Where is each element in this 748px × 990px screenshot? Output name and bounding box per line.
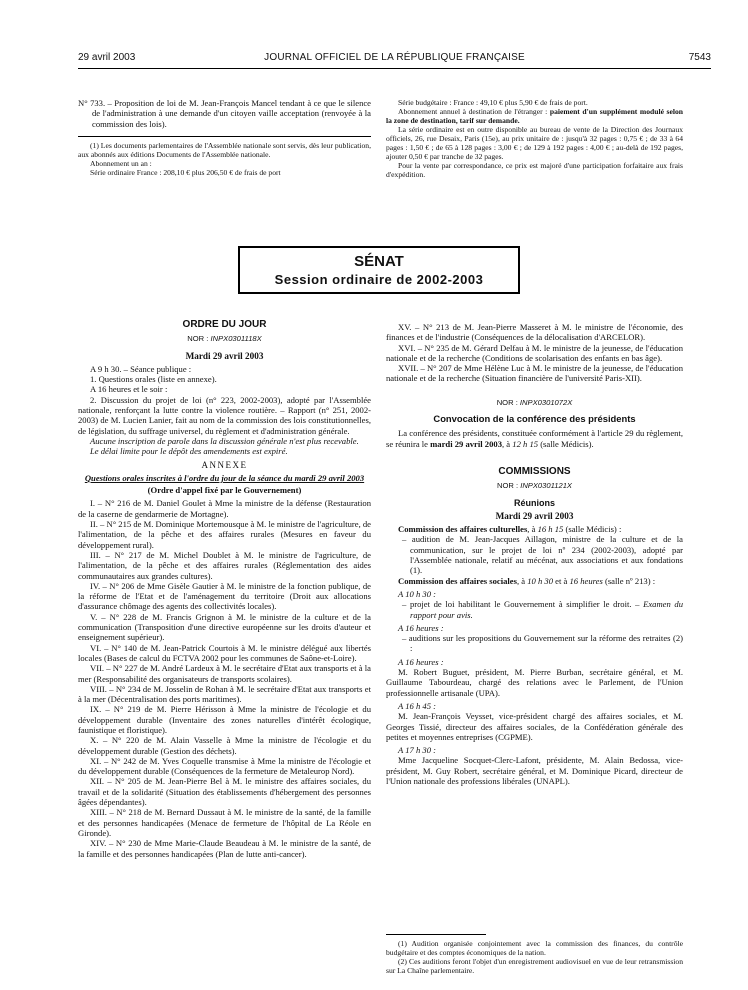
question-item: VI. – N° 140 de M. Jean-Patrick Courtois à M. le ministre délégué aux libertés locales (Bases de calcul du FCTVA 2002 pour les communes de Saône-et-Loire). — [78, 642, 371, 663]
top-left-column — [78, 98, 371, 177]
ordre-line: A 16 heures et le soir : — [90, 384, 168, 395]
question-item: XV. – N° 213 de M. Jean-Pierre Masseret à M. le ministre de l'économie, des finances et de l'industrie (Conséquences de la délocalisation d'ARCELOR). — [386, 322, 683, 343]
time-1730: A 17 h 30 : — [398, 745, 437, 756]
doc-note: (1) Les documents parlementaires de l'Assemblée nationale sont servis, dès leur publication, aux abonnés aux éditions Documents de l'Assemblée nationale. — [78, 140, 371, 159]
item1-examen: Examen du rapport pour avis. — [410, 599, 684, 620]
audition-cgpme: M. Jean-François Veysset, vice-président chargé des affaires sociales, et M. Georges Tissié, directeur des affaires sociales, de la Confédération générale des petites et moyennes entreprises (CGPME). — [386, 711, 683, 742]
questions-list-continued — [386, 322, 683, 384]
convocation-heading: Convocation de la conférence des présidents — [433, 413, 636, 425]
question-item: IX. – N° 219 de M. Pierre Hérisson à Mme la ministre de l'écologie et du développement durable (Inventaire des zones naturelles d'intérêt écologique, faunistique et floristique). — [78, 704, 371, 735]
ordre-line: Le délai limite pour le dépôt des amendements est expiré. — [90, 446, 288, 457]
nor-label: NOR : — [496, 397, 520, 407]
soc-time2: 16 heures — [569, 575, 603, 586]
commission-sociale — [386, 576, 683, 586]
convocation-text-a: La conférence des présidents, constituée conformément à l'article 29 du règlement, se réunira le — [386, 428, 683, 449]
cult-room: (salle Médicis) : — [563, 524, 622, 535]
question-item: V. – N° 228 de M. Francis Grignon à M. le ministre de la culture et de la communication (Transposition d'une directive européenne sur les droits d'auteur et enseignement supérieur). — [78, 611, 371, 643]
question-item: XI. – N° 242 de M. Yves Coquelle transmise à Mme la ministre de l'écologie et du développement durable (Conséquences de la fermeture de Metaleurop Nord). — [78, 755, 371, 777]
question-item: VII. – N° 227 de M. André Lardeux à M. le secrétaire d'Etat aux transports et à la mer (Responsabilité des organisateurs de transports scolaires). — [78, 663, 371, 684]
journal-title: JOURNAL OFFICIEL DE LA RÉPUBLIQUE FRANÇAISE — [264, 52, 525, 63]
nor-code: INPX0301072X — [519, 397, 573, 407]
serie-ordinaire-price: Série ordinaire France : 208,10 € plus 206,50 € de frais de port — [90, 167, 281, 177]
abonnement-etranger-text: Abonnement annuel à destination de l'étranger : — [398, 107, 550, 116]
cult-sep: , à — [527, 524, 538, 535]
audition-unapl: Mme Jacqueline Socquet-Clerc-Lafont, présidente, M. Alain Bedossa, vice-président, M. Guy Robert, secrétaire général, et M. Dominique Picard, directeur de l'Union nationale des professions libérales (UNAPL). — [386, 755, 683, 786]
convocation-text-e: (salle Médicis). — [538, 438, 594, 449]
soc-room: (salle nº 213) : — [602, 575, 656, 586]
question-item: VIII. – N° 234 de M. Josselin de Rohan à M. le secrétaire d'Etat aux transports et à la mer (Décentralisation des ports maritimes). — [78, 683, 371, 705]
ordre-heading: ORDRE DU JOUR — [182, 319, 267, 330]
time-1030: A 10 h 30 : — [398, 588, 437, 599]
convocation-nor — [386, 398, 683, 408]
footnote-rule — [386, 934, 486, 935]
question-item: I. – N° 216 de M. Daniel Goulet à Mme la ministre de la défense (Restauration de la caserne de gendarmerie de Mortagne). — [78, 498, 371, 519]
ordre-line: A 9 h 30. – Séance publique : — [90, 363, 192, 374]
senat-banner — [238, 246, 520, 294]
questions-title: Questions orales inscrites à l'ordre du jour de la séance du mardi 29 avril 2003 — [84, 472, 365, 483]
convocation-date: mardi 29 avril 2003 — [430, 438, 502, 449]
right-lower-column — [386, 322, 683, 786]
question-item: XVII. – N° 207 de Mme Hélène Luc à M. le ministre de la jeunesse, de l'éducation nationale et de la recherche (Situation financière de l'université Paris-XII). — [386, 363, 683, 384]
abonnement-etranger — [386, 107, 683, 125]
question-item: III. – N° 217 de M. Michel Doublet à M. le ministre de l'agriculture, de l'alimentation, de la pêche et des affaires rurales (Réglementation des aides communautaires aux grandes cultures). — [78, 549, 371, 581]
time-1645: A 16 h 45 : — [398, 700, 437, 711]
time-16a: A 16 heures : — [398, 622, 444, 633]
question-item: XIV. – N° 230 de Mme Marie-Claude Beaudeau à M. le ministre de la santé, de la famille et des personnes handicapées (Plan de lutte anti-cancer). — [78, 838, 371, 859]
ordre-appel: (Ordre d'appel fixé par le Gouvernement) — [147, 485, 302, 496]
abonnement-etranger-bold: paiement d'un supplément modulé selon la zone de destination, tarif sur demande. — [386, 107, 683, 125]
ordre-line: 2. Discussion du projet de loi (n° 223, 2002-2003), adopté par l'Assemblée nationale, renforçant la lutte contre la violence routière. – Rapport (n° 251, 2002-2003) de M. Lucien Lanier, fait au nom de la commission des lois constitutionnelles, de législation, du suffrage universel, du règlement et d'administration générale. — [78, 394, 371, 436]
ordre-date: Mardi 29 avril 2003 — [185, 350, 264, 361]
item1-text: – projet de loi habilitant le Gouvernement à simplifier le droit. – — [402, 599, 644, 610]
annexe-heading: ANNEXE — [201, 459, 248, 470]
serie-budgetaire-price: Série budgétaire : France : 49,10 € plus 5,90 € de frais de port. — [398, 98, 588, 107]
nor-code: INPX0301121X — [520, 481, 572, 491]
question-item: XIII. – N° 218 de M. Bernard Dussaut à M. le ministre de la santé, de la famille et des personnes handicapées (Menace de fermeture de l'hôpital de La Réole en Gironde). — [78, 807, 371, 838]
footnotes — [386, 928, 683, 975]
top-right-column — [386, 98, 683, 179]
cult-name: Commission des affaires culturelles — [398, 524, 528, 535]
soc-name: Commission des affaires sociales — [398, 575, 517, 586]
commissions-heading: COMMISSIONS — [498, 465, 571, 477]
commissions-nor — [386, 481, 683, 491]
convocation-text-c: , à — [502, 438, 513, 449]
commission-culturelle — [386, 524, 683, 534]
footnote-1: (1) Audition organisée conjointement avec la commission des finances, du contrôle budgétaire et des comptes économiques de la nation. — [386, 939, 683, 957]
ordre-nor — [78, 334, 371, 344]
convocation-time: 12 h 15 — [512, 438, 539, 449]
question-item: IV. – N° 206 de Mme Gisèle Gautier à M. le ministre de la fonction publique, de la réforme de l'Etat et de l'aménagement du territoire (Droit aux allocations d'assurance chômage des agents des collectivités locales). — [78, 580, 371, 612]
item-simplifier — [386, 599, 683, 620]
footnote-2: (2) Ces auditions feront l'objet d'un enregistrement audiovisuel en vue de leur retransmission sur La Chaîne parlementaire. — [386, 957, 683, 975]
nor-label: NOR : — [496, 481, 521, 491]
questions-list — [78, 498, 371, 858]
page-header — [78, 52, 711, 66]
vente-au-numero: La série ordinaire est en outre disponible au bureau de vente de la Direction des Journaux officiels, 26, rue Desaix, Paris (15e), au prix unitaire de : jusqu'à 32 pages : 0,75 € ; de 33 à 64 pages : 1,50 € ; de 65 à 128 pages : 3,00 € ; de 129 à 192 pages : 4,00 € ; au-delà de 192 pages, ajouter 0,50 € par tranche de 32 pages. — [386, 125, 683, 161]
cult-item: – audition de M. Jean-Jacques Aillagon, ministre de la culture et de la communication, sur le projet de loi nº 234 (2002-2003), adopté par l'Assemblée nationale, relatif au mécénat, aux associations et aux fondations (1). — [402, 534, 683, 576]
soc-sep: , à — [516, 575, 528, 586]
convocation-text — [386, 428, 683, 449]
question-item: X. – N° 220 de M. Alain Vasselle à Mme la ministre de l'écologie et du développement durable (Gestion des déchets). — [78, 735, 371, 756]
page-number: 7543 — [688, 52, 711, 63]
header-date: 29 avril 2003 — [78, 52, 136, 63]
separator — [78, 136, 371, 137]
ordre-line: 1. Questions orales (liste en annexe). — [90, 374, 217, 385]
banner-subtitle: Session ordinaire de 2002-2003 — [274, 272, 484, 287]
ordre-du-jour-column — [78, 316, 371, 859]
soc-time1: 10 h 30 — [527, 575, 553, 586]
question-item: XVI. – N° 235 de M. Gérard Delfau à M. le ministre de la jeunesse, de l'éducation nationale et de la recherche (Conditions de scolarisation des enfants en bas âge). — [386, 342, 683, 363]
cult-time: 16 h 15 — [537, 524, 564, 535]
abonnement-label: Abonnement un an : — [90, 158, 152, 168]
vente-correspondance: Pour la vente par correspondance, ce prix est majoré d'une participation forfaitaire aux frais d'expédition. — [386, 161, 683, 179]
nor-code: INPX0301118X — [210, 334, 262, 344]
commissions-date: Mardi 29 avril 2003 — [495, 510, 574, 521]
proposition-item: N° 733. – Proposition de loi de M. Jean-François Mancel tendant à ce que le silence de l'administration à une demande d'un citoyen vaille acceptation (renvoyée à la commission des lois). — [78, 98, 371, 129]
audition-upa: M. Robert Buguet, président, M. Pierre Burban, secrétaire général, et M. Guillaume Tabourdeau, chargé des relations avec le Parlement, de l'Union professionnelle artisanale (UPA). — [386, 667, 683, 698]
banner-title: SÉNAT — [354, 253, 404, 270]
ordre-line: Aucune inscription de parole dans la discussion générale n'est plus recevable. — [90, 435, 359, 446]
item-retraites: – auditions sur les propositions du Gouvernement sur la réforme des retraites (2) : — [402, 633, 683, 654]
soc-sep2: et à — [553, 575, 570, 586]
nor-label: NOR : — [187, 334, 211, 344]
header-rule — [78, 68, 711, 69]
reunions-heading: Réunions — [513, 497, 555, 508]
question-item: II. – N° 215 de M. Dominique Mortemousque à M. le ministre de l'agriculture, de l'alimentation, de la pêche et des affaires rurales (Mesures en faveur du développement rural). — [78, 519, 371, 550]
question-item: XII. – N° 205 de M. Jean-Pierre Bel à M. le ministre des affaires sociales, du travail et de la solidarité (Situation des établissements d'hébergement des personnes âgées dépendantes). — [78, 776, 371, 808]
time-16b: A 16 heures : — [398, 656, 444, 667]
